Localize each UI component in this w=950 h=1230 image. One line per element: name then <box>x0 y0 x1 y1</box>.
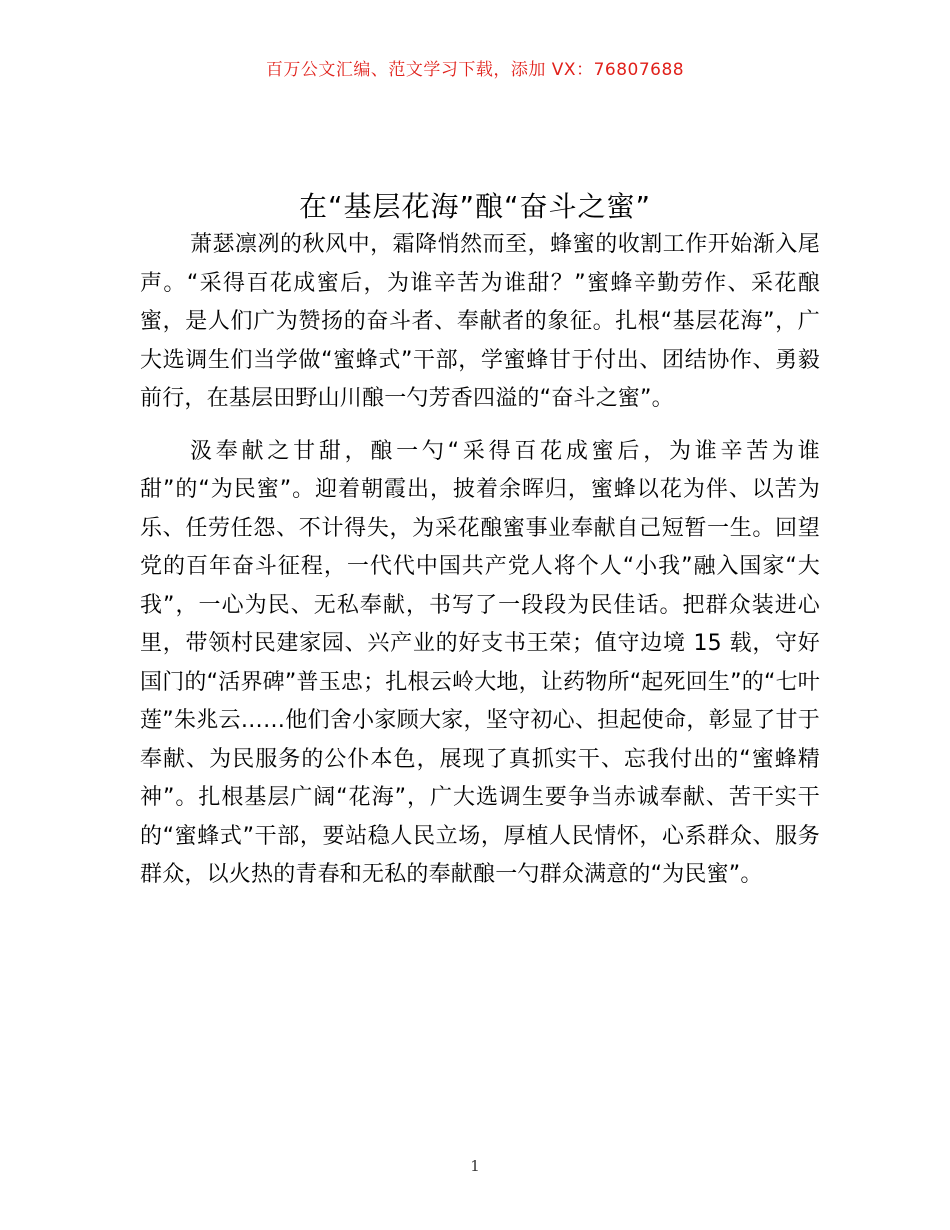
paragraph-2: 汲奉献之甘甜，酿一勺“采得百花成蜜后，为谁辛苦为谁甜”的“为民蜜”。迎着朝霞出，披着余晖归，蜜蜂以花为伴、以苦为乐、任劳任怨、不计得失，为采花酿蜜事业奉献自己短暂一生。回望党的百年奋斗征程，一代代中国共产党人将个人“小我”融入国家“大我”，一心为民、无私奉献，书写了一段段为民佳话。把群众装进心里，带领村民建家园、兴产业的好支书王荣；值守边境 15 载，守好国门的“活界碑”普玉忠；扎根云岭大地，让药物所“起死回生”的“七叶莲”朱兆云……他们舍小家顾大家，坚守初心、担起使命，彰显了甘于奉献、为民服务的公仆本色，展现了真抓实干、忘我付出的“蜜蜂精神”。扎根基层广阔“花海”，广大选调生要争当赤诚奉献、苦干实干的“蜜蜂式”干部，要站稳人民立场，厚植人民情怀，心系群众、服务群众，以火热的青春和无私的奉献酿一勺群众满意的“为民蜜”。 <box>140 438 820 887</box>
page-number: 1 <box>470 1157 480 1175</box>
document-body <box>140 226 820 909</box>
header-download-note: 百万公文汇编、范文学习下载，添加 VX：76807688 <box>265 60 685 80</box>
paragraph-1: 萧瑟凛冽的秋风中，霜降悄然而至，蜂蜜的收割工作开始渐入尾声。“采得百花成蜜后，为谁辛苦为谁甜？”蜜蜂辛勤劳作、采花酿蜜，是人们广为赞扬的奋斗者、奉献者的象征。扎根“基层花海”，广大选调生们当学做“蜜蜂式”干部，学蜜蜂甘于付出、团结协作、勇毅前行，在基层田野山川酿一勺芳香四溢的“奋斗之蜜”。 <box>140 232 820 411</box>
document-title: 在“基层花海”酿“奋斗之蜜” <box>298 189 652 223</box>
